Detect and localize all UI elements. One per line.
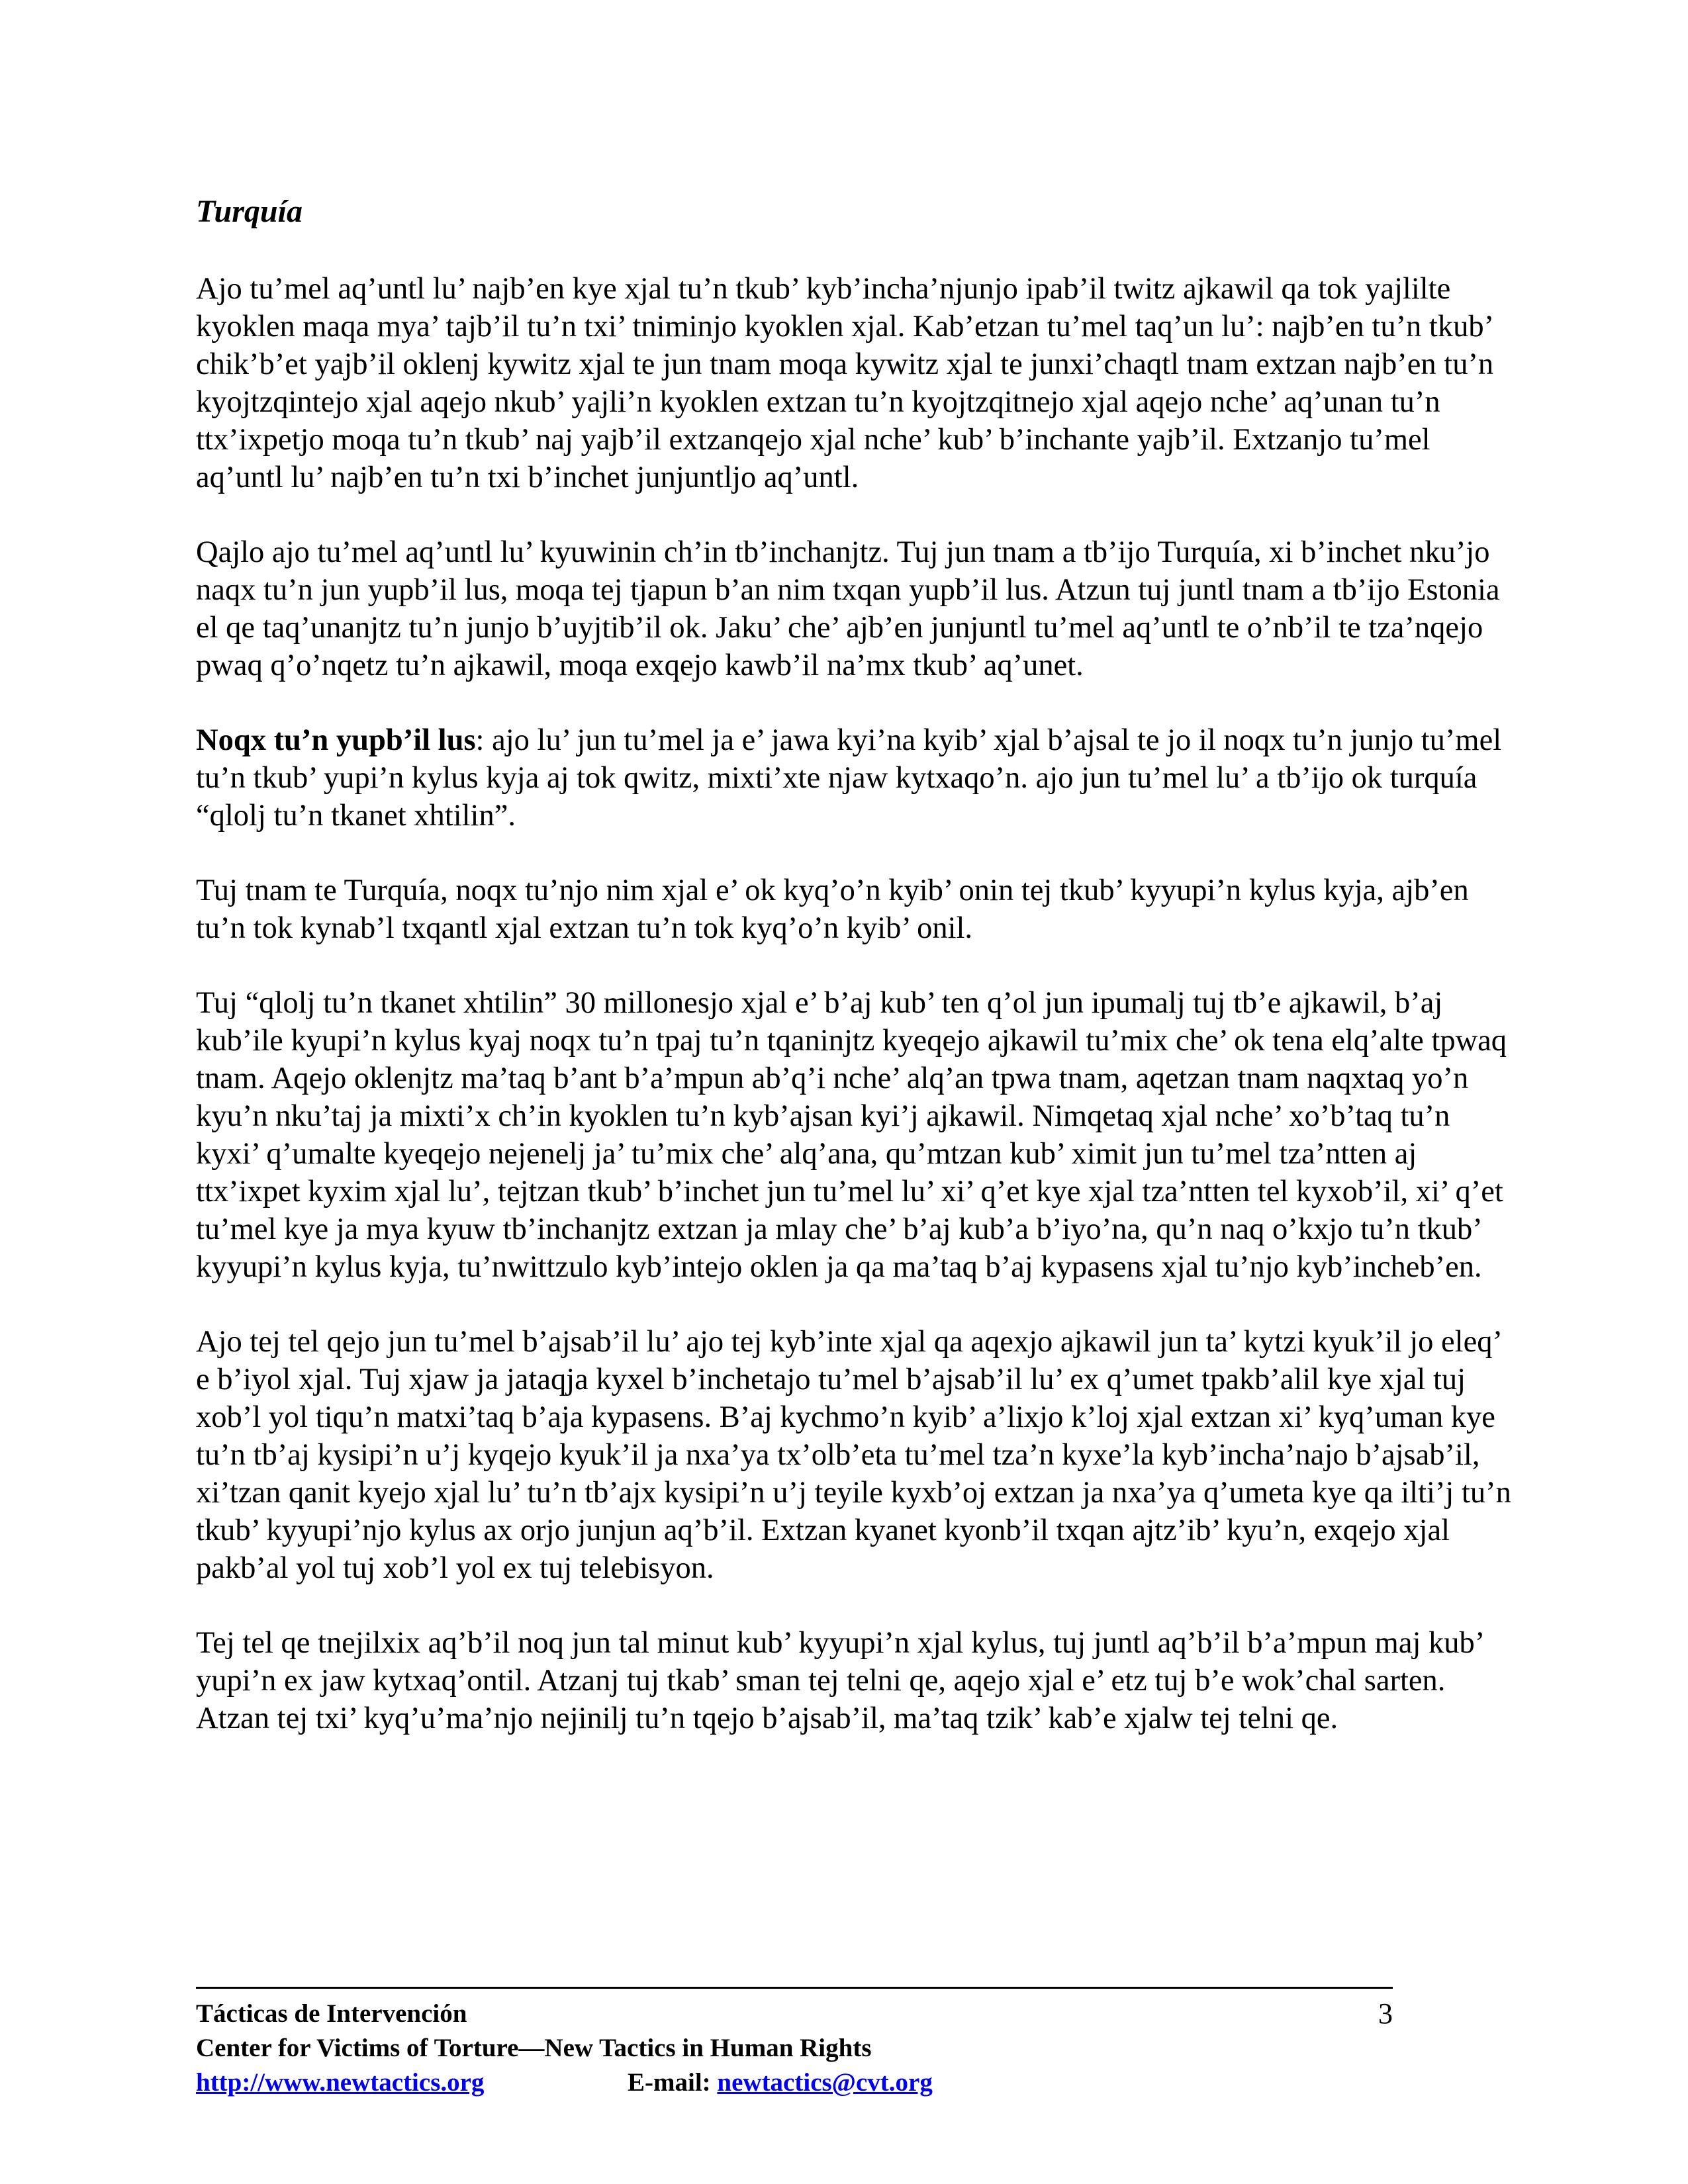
paragraph: Qajlo ajo tu’mel aq’untl lu’ kyuwinin ch’in tb’inchanjtz. Tuj jun tnam a tb’ijo Turquía, xi b’inchet nku’jo naqx tu’n jun yupb’il lus, moqa tej tjapun b’an nim txqan yupb’il lus. Atzun tuj juntl tnam a tb’ijo Estonia el qe taq’unanjtz tu’n junjo b’uyjtib’il ok. Jaku’ che’ ajb’en junjuntl tu’mel aq’untl te o’nb’il te tza’nqejo pwaq q’o’nqetz tu’n ajkawil, moqa exqejo kawb’il na’mx tkub’ aq’unet.: [196, 535, 1500, 682]
email-link[interactable]: newtactics@cvt.org: [717, 2068, 933, 2097]
footer-organization: Center for Victims of Torture—New Tactics in Human Rights: [196, 2034, 872, 2062]
paragraph-text: : ajo lu’ jun tu’mel ja e’ jawa kyi’na kyib’ xjal b’ajsal te jo il noqx tu’n junjo tu’mel tu’n tkub’ yupi’n kylus kyja aj tok qwitz, mixti’xte njaw kytxaqo’n. ajo jun tu’mel lu’ a tb’ijo ok turquía “qlolj tu’n tkanet xhtilin”.: [196, 723, 1502, 833]
page-number: 3: [1378, 1997, 1393, 2030]
bold-lead-term: Noqx tu’n yupb’il lus: [196, 723, 476, 757]
section-title: Turquía: [196, 194, 303, 229]
paragraph: Ajo tu’mel aq’untl lu’ najb’en kye xjal tu’n tkub’ kyb’incha’njunjo ipab’il twitz ajkawil qa tok yajlilte kyoklen maqa mya’ tajb’il tu’n txi’ tniminjo kyoklen xjal. Kab’etzan tu’mel taq’un lu’: najb’en tu’n tkub’ chik’b’et yajb’il oklenj kywitz xjal te jun tnam moqa kywitz xjal te junxi’chaqtl tnam extzan najb’en tu’n kyojtzqintejo xjal aqejo nkub’ yajli’n kyoklen extzan tu’n kyojtzqitnejo xjal aqejo nche’ aq’unan tu’n ttx’ixpetjo moqa tu’n tkub’ naj yajb’il extzanqejo xjal nche’ kub’ b’inchante yajb’il. Extzanjo tu’mel aq’untl lu’ najb’en tu’n txi b’inchet junjuntljo aq’untl.: [196, 272, 1494, 494]
footer-divider: [196, 1987, 1393, 1989]
paragraph: Tej tel qe tnejilxix aq’b’il noq jun tal minut kub’ kyyupi’n xjal kylus, tuj juntl aq’b’il b’a’mpun maj kub’ yupi’n ex jaw kytxaq’ontil. Atzanj tuj tkab’ sman tej telni qe, aqejo xjal e’ etz tuj b’e wok’chal sarten. Atzan tej txi’ kyq’u’ma’njo nejinilj tu’n tqejo b’ajsab’il, ma’taq tzik’ kab’e xjalw tej telni qe.: [196, 1626, 1483, 1735]
email-block: [628, 2066, 933, 2100]
page-body: [196, 192, 1513, 1737]
paragraph: Tuj “qlolj tu’n tkanet xhtilin” 30 millonesjo xjal e’ b’aj kub’ ten q’ol jun ipumalj tuj tb’e ajkawil, b’aj kub’ile kyupi’n kylus kyaj noqx tu’n tpaj tu’n tqaninjtz kyeqejo ajkawil tu’mix che’ ok tena elq’alte tpwaq tnam. Aqejo oklenjtz ma’taq b’ant b’a’mpun ab’q’i nche’ alq’an tpwa tnam, aqetzan tnam naqxtaq yo’n kyu’n nku’taj ja mixti’x ch’in kyoklen tu’n kyb’ajsan kyi’j ajkawil. Nimqetaq xjal nche’ xo’b’taq tu’n kyxi’ q’umalte kyeqejo nejenelj ja’ tu’mix che’ alq’ana, qu’mtzan kub’ ximit jun tu’mel tza’ntten aj ttx’ixpet kyxim xjal lu’, tejtzan tkub’ b’inchet jun tu’mel lu’ xi’ q’et kye xjal tza’ntten tel kyxob’il, xi’ q’et tu’mel kye ja mya kyuw tb’inchanjtz extzan ja mlay che’ b’aj kub’a b’iyo’na, qu’n naq o’kxjo tu’n tkub’ kyyupi’n kylus kyja, tu’nwittzulo kyb’intejo oklen ja qa ma’taq b’aj kypasens xjal tu’njo kyb’incheb’en.: [196, 986, 1507, 1284]
email-label: E-mail:: [628, 2068, 718, 2097]
footer-title: Tácticas de Intervención: [196, 1999, 467, 2028]
paragraph: Tuj tnam te Turquía, noqx tu’njo nim xjal e’ ok kyq’o’n kyib’ onin tej tkub’ kyyupi’n kylus kyja, ajb’en tu’n tok kynab’l txqantl xjal extzan tu’n tok kyq’o’n kyib’ onil.: [196, 874, 1469, 945]
page-footer: [196, 1987, 1393, 2100]
paragraph: Ajo tej tel qejo jun tu’mel b’ajsab’il lu’ ajo tej kyb’inte xjal qa aqexjo ajkawil jun ta’ kytzi kyuk’il jo eleq’ e b’iyol xjal. Tuj xjaw ja jataqja kyxel b’inchetajo tu’mel b’ajsab’il lu’ ex q’umet tpakb’alil kye xjal tuj xob’l yol tiqu’n matxi’taq b’aja kypasens. B’aj kychmo’n kyib’ a’lixjo k’loj xjal extzan xi’ kyq’uman kye tu’n tb’aj kysipi’n u’j kyqejo kyuk’il ja nxa’ya tx’olb’eta tu’mel tza’n kyxe’la kyb’incha’najo b’ajsab’il, xi’tzan qanit kyejo xjal lu’ tu’n tb’ajx kysipi’n u’j teyile kyxb’oj extzan ja nxa’ya q’umeta kye qa ilti’j tu’n tkub’ kyyupi’njo kylus ax orjo junjun aq’b’il. Extzan kyanet kyonb’il txqan ajtz’ib’ kyu’n, exqejo xjal pakb’al yol tuj xob’l yol ex tuj telebisyon.: [196, 1325, 1511, 1585]
website-link[interactable]: http://www.newtactics.org: [196, 2068, 485, 2097]
paragraph-lus: [196, 721, 1513, 835]
